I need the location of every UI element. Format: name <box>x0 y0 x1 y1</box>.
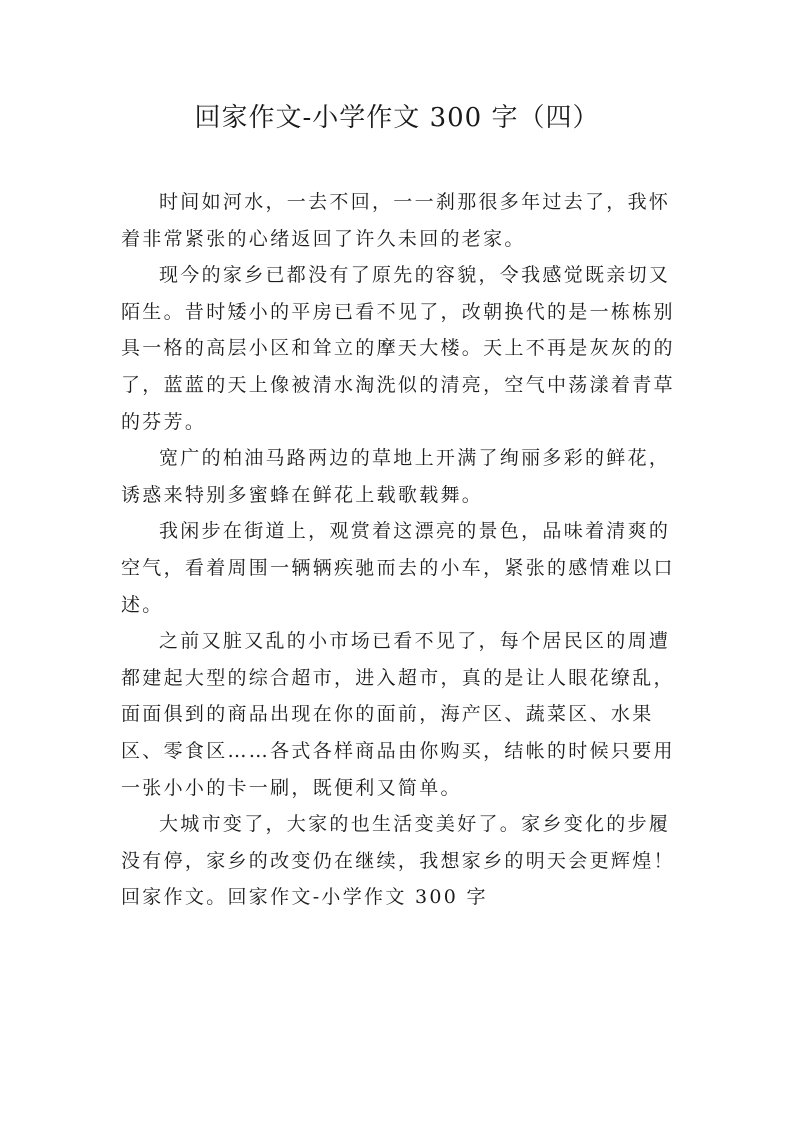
paragraph-1: 时间如河水，一去不回，一一刹那很多年过去了，我怀着非常紧张的心绪返回了许久未回的老家。 <box>121 191 671 250</box>
paragraph-3: 宽广的柏油马路两边的草地上开满了绚丽多彩的鲜花，诱惑来特别多蜜蜂在鲜花上载歌载舞。 <box>121 447 671 506</box>
document-title: 回家作文-小学作文 300 字（四） <box>194 103 600 133</box>
paragraph-4: 我闲步在街道上，观赏着这漂亮的景色，品味着清爽的空气，看着周围一辆辆疾驰而去的小车，紧张的感情难以口述。 <box>121 520 675 616</box>
paragraph-5: 之前又脏又乱的小市场已看不见了，每个居民区的周遭都建起大型的综合超市，进入超市，真的是让人眼花缭乱，面面俱到的商品出现在你的面前，海产区、蔬菜区、水果区、零食区……各式各样商品由你购买，结帐的时候只要用一张小小的卡一刷，既便利又简单。 <box>121 630 675 799</box>
paragraph-2: 现今的家乡已都没有了原先的容貌，令我感觉既亲切又陌生。昔时矮小的平房已看不见了，改朝换代的是一栋栋别具一格的高层小区和耸立的摩天大楼。天上不再是灰灰的的了，蓝蓝的天上像被清水淘洗似的清亮，空气中荡漾着青草的芬芳。 <box>121 264 675 433</box>
document-body <box>121 184 687 916</box>
paragraph-6: 大城市变了，大家的也生活变美好了。家乡变化的步履没有停，家乡的改变仍在继续，我想家乡的明天会更辉煌！回家作文。回家作文-小学作文 300 字 <box>121 813 675 909</box>
